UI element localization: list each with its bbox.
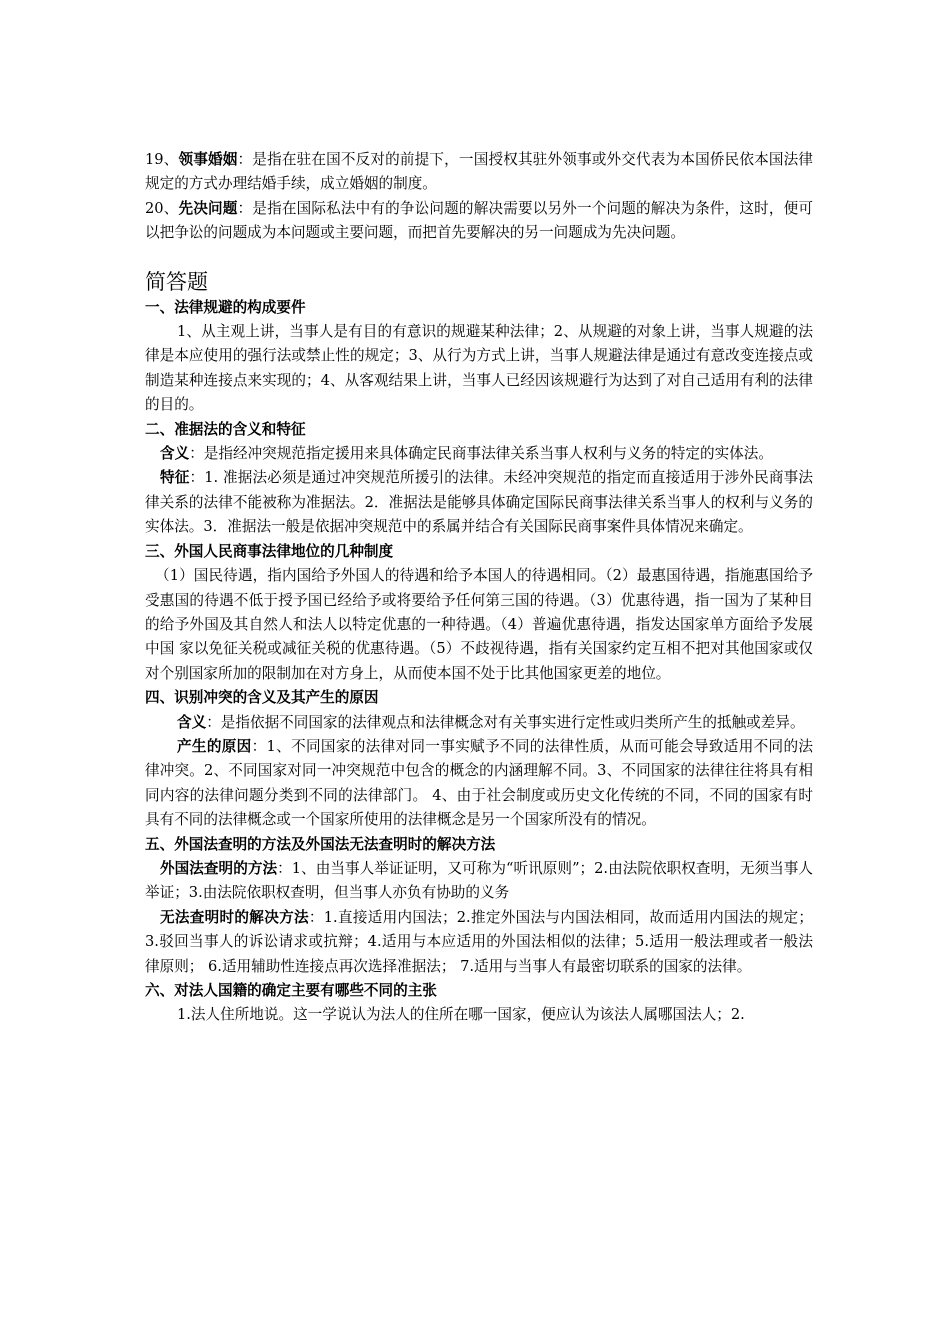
question-4-heading: 四、识别冲突的含义及其产生的原因 xyxy=(145,689,379,707)
methods-text: ：1、由当事人举证证明，又可称为“听讯原则”；2.由法院依职权查明，无须当事人举证；3.由法院依职权查明，但当事人亦负有协助的义务 xyxy=(145,859,813,902)
meaning-label: 含义 xyxy=(160,445,190,463)
definition-term: 领事婚姻 xyxy=(178,151,238,168)
question-1-heading: 一、法律规避的构成要件 xyxy=(145,298,306,316)
question-1-answer: 1、从主观上讲，当事人是有目的有意识的规避某种法律；2、从规避的对象上讲，当事人规避的法律是本应使用的强行法或禁止性的规定；3、从行为方式上讲，当事人规避法律是通过有意改变连接点或制造某种连接点来实现的；4、从客观结果上讲，当事人已经因该规避行为达到了对自己适用有利的法律的目的。 xyxy=(145,323,813,414)
question-5-methods xyxy=(145,857,813,906)
definition-number: 19、 xyxy=(145,151,179,168)
definition-text: ：是指在驻在国不反对的前提下，一国授权其驻外领事或外交代表为本国侨民依本国法律规定的方式办理结婚手续，成立婚姻的制度。 xyxy=(145,151,813,193)
causes-text: ：1、不同国家的法律对同一事实赋予不同的法律性质，从而可能会导致适用不同的法律冲突。2、不同国家对同一冲突规范中包含的概念的内涵理解不同。3、不同国家的法律往往将具有相同内容的法律问题分类到不同的法律部门。 4、由于社会制度或历史文化传统的不同，不同的国家有时具有不同的法律概念或一个国家所使用的法律概念是另一个国家所没有的情况。 xyxy=(145,737,813,829)
definition-20 xyxy=(145,197,813,246)
question-2-features xyxy=(145,466,813,539)
question-6-heading: 六、对法人国籍的确定主要有哪些不同的主张 xyxy=(145,982,437,999)
meaning-text: ：是指依据不同国家的法律观点和法律概念对有关事实进行定性或归类所产生的抵触或差异。 xyxy=(206,713,805,731)
solutions-text: ：1.直接适用内国法；2.推定外国法与内国法相同，故而适用内国法的规定；3.驳回当事人的诉讼请求或抗辩；4.适用与本应适用的外国法相似的法律；5.适用一般法理或者一般法律原则； 6.适用辅助性连接点再次选择准据法； 7.适用与当事人有最密切联系的国家的法律。 xyxy=(145,908,813,975)
question-3-answer: （1）国民待遇，指内国给予外国人的待遇和给予本国人的待遇相同。（2）最惠国待遇，指施惠国给予受惠国的待遇不低于授予国已经给予或将要给予任何第三国的待遇。（3）优惠待遇，指一国为了某种目的给予外国及其自然人和法人以特定优惠的一种待遇。（4）普遍优惠待遇，指发达国家单方面给予发展中国 家以免征关税或减征关税的优惠待遇。（5）不歧视待遇，指有关国家约定互相不把对其他国家或仅对个别国家所加的限制加在对方身上，从而使本国不处于比其他国家更差的地位。 xyxy=(145,567,813,682)
definition-text: ：是指在国际私法中有的争讼问题的解决需要以另外一个问题的解决为条件，这时，便可以把争讼的问题成为本问题或主要问题，而把首先要解决的另一问题成为先决问题。 xyxy=(145,199,813,242)
section-title: 简答题 xyxy=(145,269,208,294)
question-4-causes xyxy=(145,735,813,833)
definition-number: 20、 xyxy=(145,199,179,217)
question-5-solutions xyxy=(145,906,813,979)
definition-term: 先决问题 xyxy=(178,199,238,217)
solutions-label: 无法查明时的解决方法 xyxy=(160,908,309,926)
causes-label: 产生的原因 xyxy=(177,737,252,755)
question-2-meaning xyxy=(145,442,813,466)
question-2-heading: 二、准据法的含义和特征 xyxy=(145,420,306,438)
features-label: 特征 xyxy=(160,469,190,487)
document-body xyxy=(145,148,813,1028)
methods-label: 外国法查明的方法 xyxy=(160,859,278,877)
question-4-meaning xyxy=(145,711,813,735)
question-6-answer: 1.法人住所地说。这一学说认为法人的住所在哪一国家，便应认为该法人属哪国法人；2. xyxy=(177,1006,745,1024)
meaning-label: 含义 xyxy=(177,713,207,731)
meaning-text: ：是指经冲突规范指定援用来具体确定民商事法律关系当事人权利与义务的特定的实体法。 xyxy=(189,445,773,463)
definition-19 xyxy=(145,148,813,197)
question-5-heading: 五、外国法查明的方法及外国法无法查明时的解决方法 xyxy=(145,835,496,853)
features-text: ：1. 准据法必须是通过冲突规范所援引的法律。未经冲突规范的指定而直接适用于涉外民商事法律关系的法律不能被称为准据法。2．准据法是能够具体确定国际民商事法律关系当事人的权利与义务的实体法。3．准据法一般是依据冲突规范中的系属并结合有关国际民商事案件具体情况来确定。 xyxy=(145,469,813,536)
question-3-heading: 三、外国人民商事法律地位的几种制度 xyxy=(145,542,394,560)
